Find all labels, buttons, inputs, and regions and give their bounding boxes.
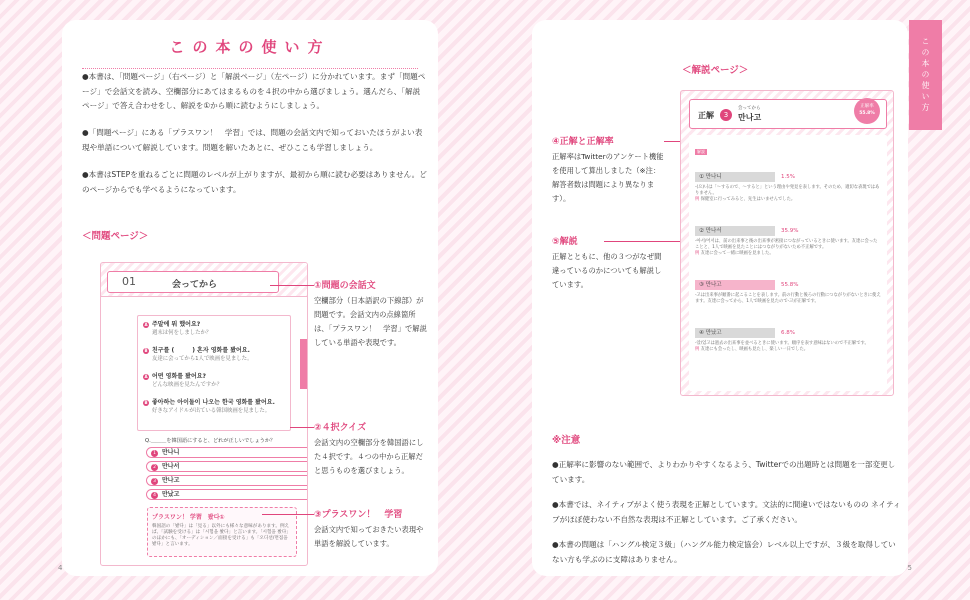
page-number: 5 — [907, 564, 912, 572]
title-divider — [82, 68, 418, 69]
quiz-option: 2 만나서 — [146, 461, 308, 472]
intro-paragraph-2: ●「問題ページ」にある「プラスワン！ 学習」では、問題の会話文内で知っておいたほうがよい表現や単語について解説しています。問題を解いたあとに、ぜひここも学習しましょう。 — [82, 128, 423, 152]
explanation-item: ② 만나서 35.9% -아서/어서は、前の出来事と後の出来事が密接につながっているときに使います。友達に会ったことと、1人で映画を見たことにはつながりがないため不正解です。 例 友達に会って一緒に映画を見ました。 — [695, 228, 878, 256]
connector-line — [604, 241, 692, 242]
explanation-item: ③ 만나고 55.8% -고は出来事が順番に起こることを表します。前の行動と後ろの行動につながりがないときに使えます。友達に会ってから、1人で映画を見たので-고が正解です。 — [695, 282, 881, 304]
annotation-quiz: ②４択クイズ 会話文内の空欄部分を韓国語にした４択です。４つの中から正解だと思うものを選びましょう。 — [314, 423, 424, 475]
connector-line — [262, 514, 314, 515]
annotation-answer-rate: ④正解と正解率 正解率はTwitterのアンケート機能を使用して算出しました（※注：解答者数は問題により異なります）。 — [552, 137, 664, 203]
connector-line — [290, 427, 314, 428]
dialogue-line: B 친구를 ( ) 혼자 영화를 봤어요. 友達に会ってから1人で映画を見ました。 — [144, 347, 253, 362]
explanation-card: 解説 ① 만나니 1.5% -(으)니は「～するので、～すると」という理由や発見を表します。そのため、適切な表現ではありません。 例 保健室に行ってみると、先生はいませんでした。 ② 만나서 35.9% -아서/어서は、前の出来事と後の出来事が密接につながっているときに使います。友達に会ったことと、1人で映画を見たことにはつながりがないため不正解です。 例 友達に会って一緒に映画を見ました。 ③ 만나고 55.8% -고は出来事が順番に起こることを表します。前の行動と後ろの行動につながりがないときに使えます。友達に会ってから、1人で映画を見たので-고が正解です。 ④ 만났고 6.8% -았/었고は過去の出来事を並べるときに使います。順序を表す意味はないので不正解です。 例 友達にも会ったし、映画も見たし、楽しい一日でした。 — [689, 135, 887, 391]
dialogue-line: A 주말에 뭐 했어요? 週末は何をしましたか？ — [144, 321, 212, 336]
plus-one-title: プラスワン！ 学習 봤다① — [152, 514, 225, 521]
annotation-plus-one: ③プラスワン！ 学習 会話文内で知っておきたい表現や単語を解説しています。 — [314, 510, 424, 548]
plus-one-text: 韓国語の「봤다」は「見る」以外にも様々な意味があります。例えば、「試験を受ける」は「시험을 봤다」と言います。「시험을 봤다」のほかにも、「オーディション／面接を受ける」も「오디션/면접을 봤다」と言います。 — [152, 524, 291, 547]
explanation-item: ④ 만났고 6.8% -았/었고は過去の出来事を並べるときに使います。順序を表す意味はないので不正解です。 例 友達にも会ったし、映画も見たし、楽しい一日でした。 — [695, 330, 869, 352]
correct-rate-badge: 正解率 55.8% — [854, 98, 880, 124]
lesson-title-box — [107, 271, 279, 293]
right-page — [532, 20, 912, 576]
explanation-page-mock — [680, 90, 894, 396]
quiz-option: 1 만나니 — [146, 447, 308, 458]
intro-paragraph-1: ●本書は、「問題ページ」（右ページ）と「解説ページ」（左ページ）に分かれています。まず「問題ページ」で会話文を読み、空欄部分にあてはまるものを４択の中から選びましょう。選んだら、「解説ページ」で答え合わせをし、解説を①から順に読むようにしましょう。 — [82, 72, 426, 110]
note-paragraph-2: ●本書では、ネイティブがよく使う表現を正解としています。文法的に間違いではないものの ネイティブがほぼ使わない不自然な表現は不正解としています。ご了承ください。 — [552, 500, 901, 524]
dialogue-line: B 좋아하는 아이돌이 나오는 한국 영화를 봤어요. 好きなアイドルが出ている韓国映画を見ました。 — [144, 399, 275, 414]
note-paragraph-1: ●正解率に影響のない範囲で、よりわかりやすくなるよう、Twitterでの出題時とは問題を一部変更しています。 — [552, 460, 896, 484]
page-title: この本の使い方 — [169, 38, 331, 56]
lesson-header-band — [101, 263, 307, 297]
connector-line — [270, 285, 314, 286]
lesson-title: 会ってから — [172, 280, 218, 290]
note-title: ※注意 — [552, 435, 581, 446]
intro-paragraph-3: ●本書はSTEPを重ねるごとに問題のレベルが上がりますが、最初から順に読む必要はありません。どのページからでも学べるようになっています。 — [82, 170, 427, 194]
annotation-explanation: ⑤解説 正解とともに、他の３つがなぜ間違っているのかについても解説しています。 — [552, 237, 662, 289]
answer-header: 正解 3 会ってから 만나고 正解率 55.8% — [689, 99, 887, 129]
lesson-number: 01 — [122, 275, 136, 288]
explanation-page-label: ＜解説ページ＞ — [682, 65, 749, 76]
problem-page-label: ＜問題ページ＞ — [82, 231, 149, 242]
quiz-option: 4 만났고 — [146, 489, 308, 500]
note-paragraph-3: ●本書の問題は「ハングル検定３級」（ハングル能力検定協会）レベル以上ですが、３級を取得していない方も学ぶのに支障はありません。 — [552, 540, 896, 564]
problem-page-mock — [100, 262, 308, 566]
step-tab — [300, 339, 307, 389]
quiz-question: Q.＿＿＿を韓国語にすると、どれが正しいでしょうか？ — [145, 438, 276, 444]
dialogue-line: A 어떤 영화를 봤어요? どんな映画を見たんですか？ — [144, 373, 223, 388]
chapter-side-tab: この本の使い方 — [909, 20, 942, 130]
explanation-item: ① 만나니 1.5% -(으)니は「～するので、～すると」という理由や発見を表します。そのため、適切な表現ではありません。 例 保健室に行ってみると、先生はいませんでした。 — [695, 174, 880, 202]
left-page — [58, 20, 438, 576]
quiz-option: 3 만나고 — [146, 475, 308, 486]
page-number: 4 — [58, 564, 63, 572]
annotation-dialogue: ①問題の会話文 空欄部分（日本語訳の下線部）が問題です。会話文内の点線箇所は、「プラスワン！ 学習」で解説している単語や表現です。 — [314, 281, 427, 347]
